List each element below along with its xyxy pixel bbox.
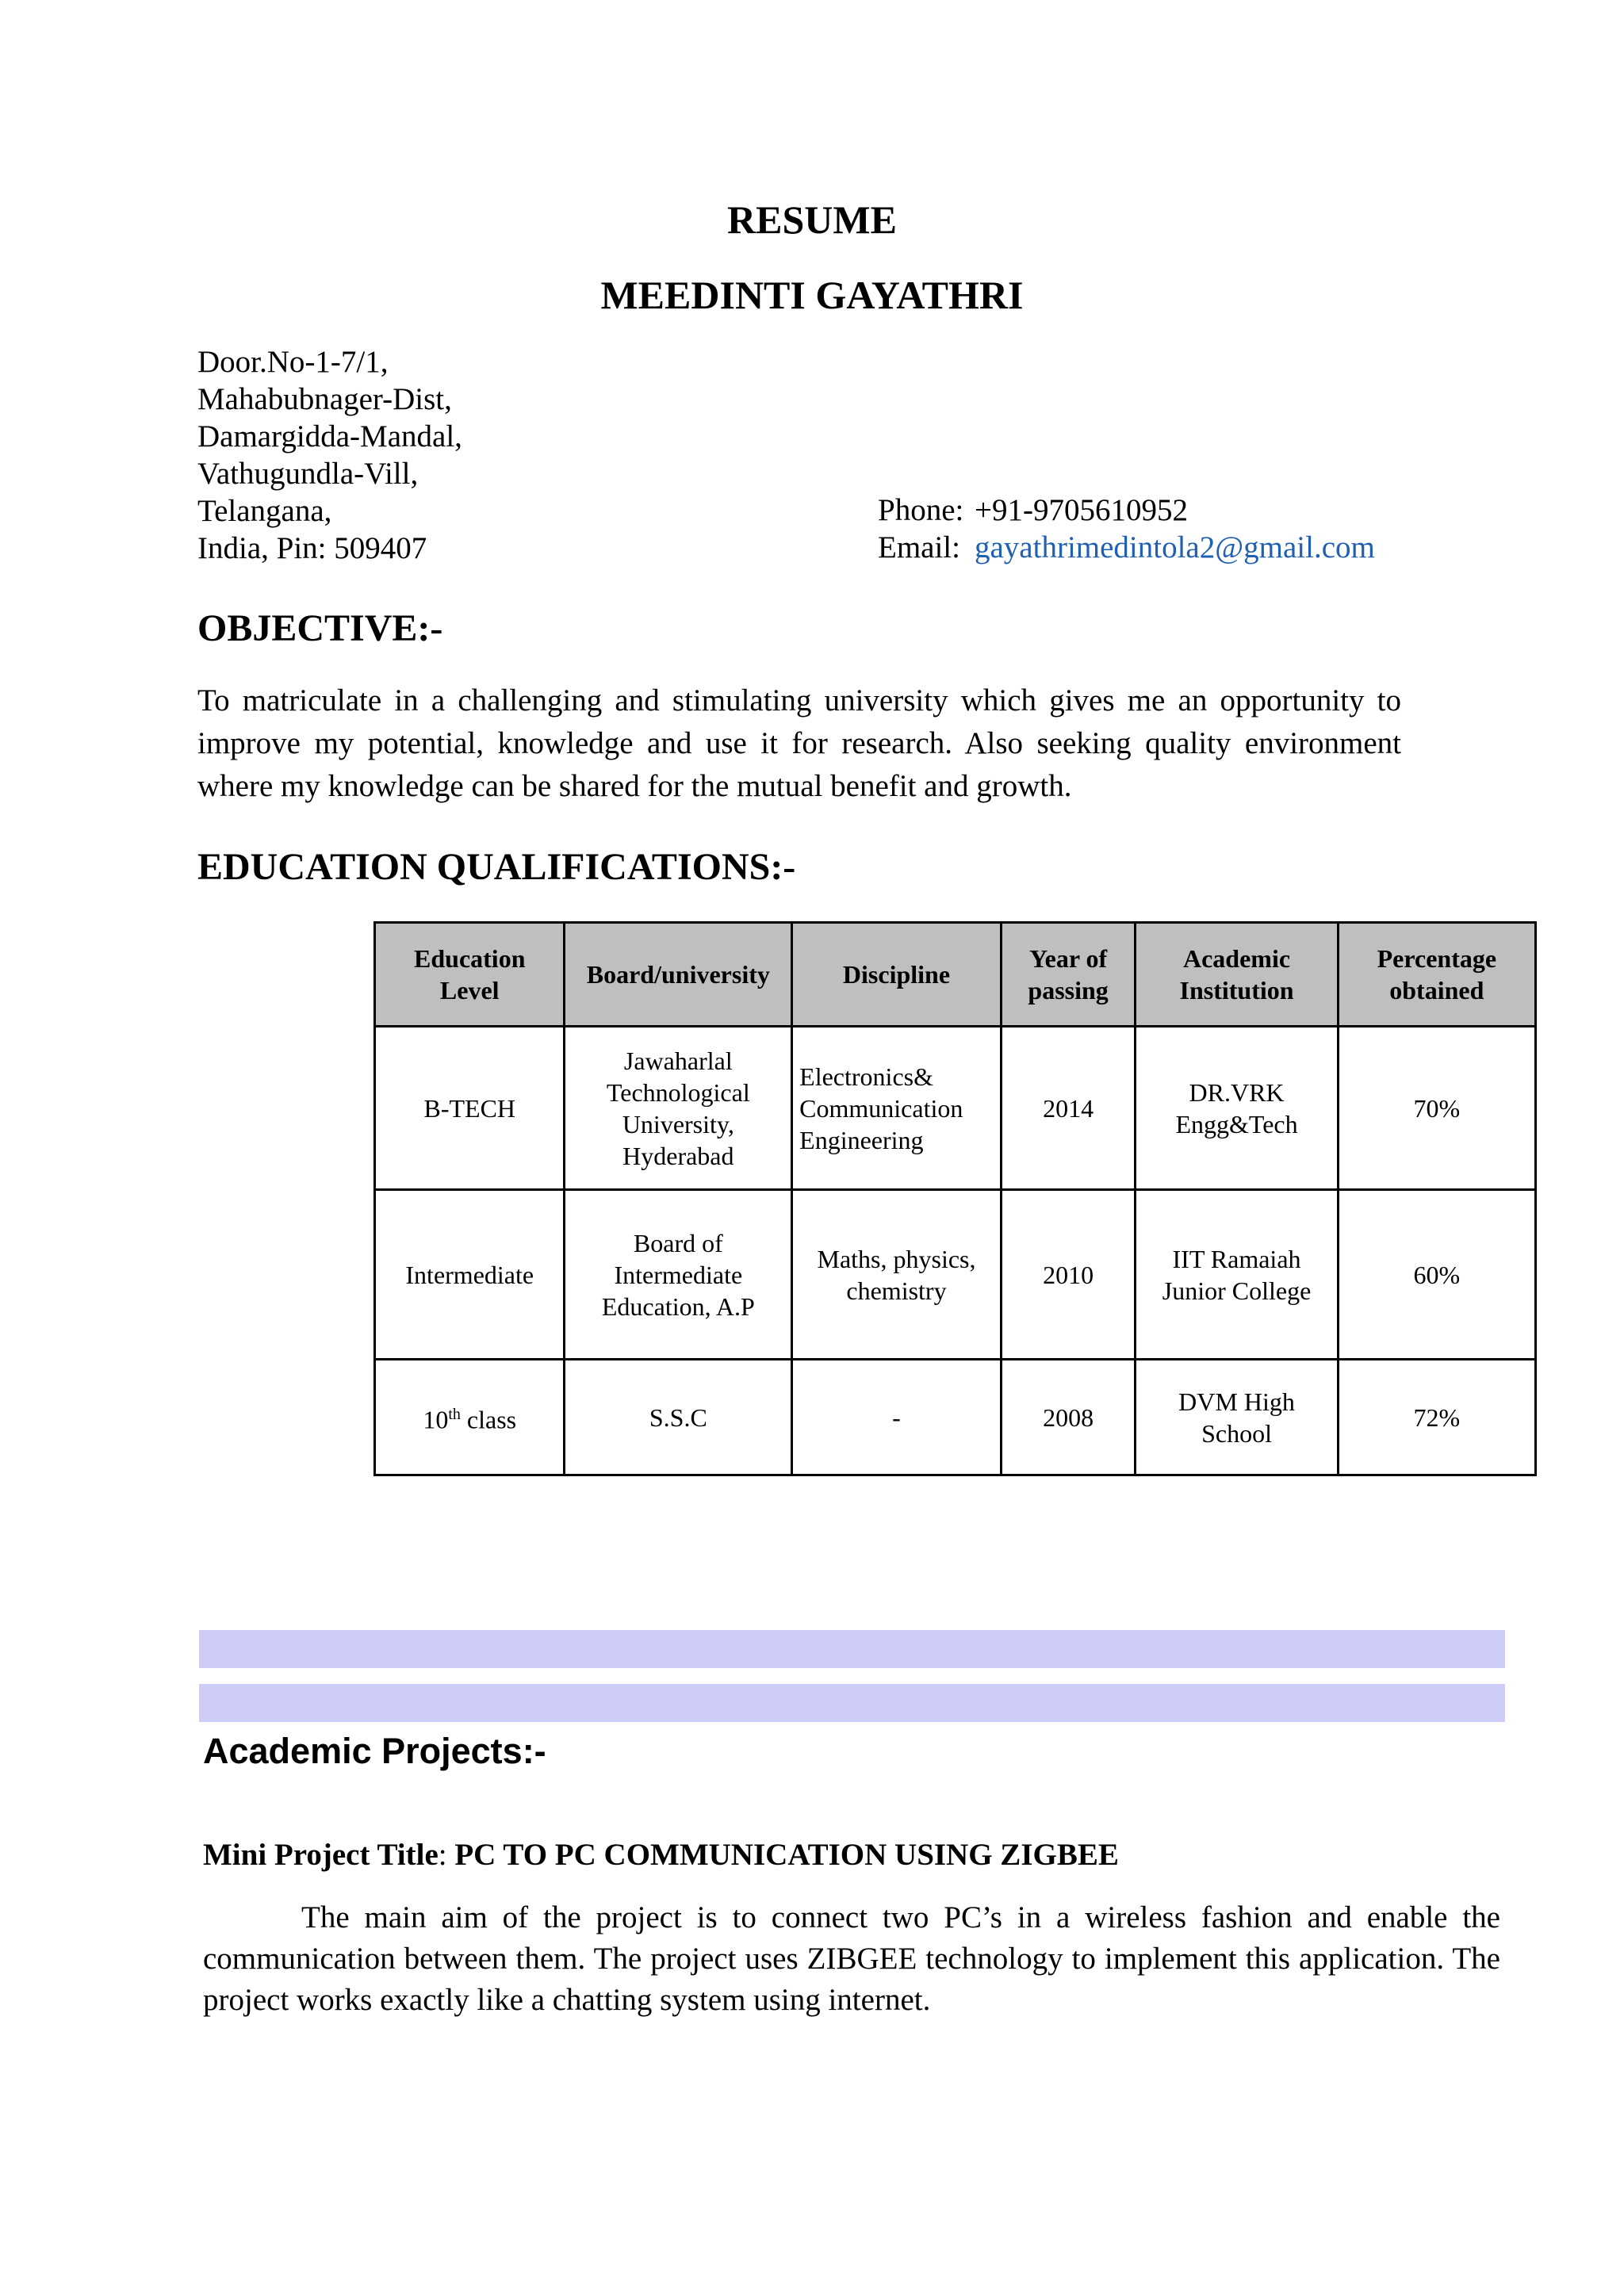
objective-heading: OBJECTIVE:-	[197, 607, 443, 649]
project-description: The main aim of the project is to connect two PC’s in a wireless fashion and enable the communication between them. The project uses ZIBGEE technology to implement this application. The project works exactly like a chatting system using internet.	[203, 1900, 1500, 2017]
document-title: RESUME	[727, 197, 897, 242]
cell-year: 2014	[1001, 1027, 1136, 1190]
address-line: India, Pin: 509407	[197, 531, 427, 565]
address-line: Mahabubnager-Dist,	[197, 382, 452, 416]
cell-institution: DVM High School	[1136, 1360, 1338, 1475]
education-table	[373, 921, 1537, 1476]
projects-heading: Academic Projects:-	[203, 1731, 546, 1771]
column-header: Academic Institution	[1136, 923, 1338, 1027]
address-line: Vathugundla-Vill,	[197, 457, 419, 491]
column-header: Education Level	[375, 923, 565, 1027]
table-row	[375, 1027, 1536, 1190]
address-line: Damargidda-Mandal,	[197, 419, 462, 453]
cell-discipline: Maths, physics, chemistry	[792, 1190, 1002, 1360]
email-label: Email:	[878, 530, 960, 564]
cell-institution: DR.VRK Engg&Tech	[1136, 1027, 1338, 1190]
cell-year: 2010	[1001, 1190, 1136, 1360]
cell-board: Board of Intermediate Education, A.P	[565, 1190, 792, 1360]
phone-number: +91-9705610952	[975, 493, 1188, 527]
cell-level	[375, 1360, 565, 1475]
table-row	[375, 1360, 1536, 1475]
address-line: Telangana,	[197, 494, 332, 528]
email-row	[878, 529, 1375, 566]
mini-project-title: PC TO PC COMMUNICATION USING ZIGBEE	[454, 1838, 1119, 1872]
cell-discipline: -	[792, 1360, 1002, 1475]
level-number: 10	[423, 1405, 449, 1434]
cell-percentage: 70%	[1338, 1027, 1535, 1190]
cell-institution: IIT Ramaiah Junior College	[1136, 1190, 1338, 1360]
mini-project-separator: :	[438, 1838, 447, 1872]
cell-year: 2008	[1001, 1360, 1136, 1475]
column-header: Board/university	[565, 923, 792, 1027]
section-divider-band	[199, 1630, 1505, 1668]
level-suffix: class	[460, 1405, 517, 1434]
mini-project-title-line	[203, 1837, 1119, 1873]
table-header-row	[375, 923, 1536, 1027]
address-line: Door.No-1-7/1,	[197, 345, 389, 379]
cell-percentage: 60%	[1338, 1190, 1535, 1360]
phone-row	[878, 492, 1375, 529]
cell-level: Intermediate	[375, 1190, 565, 1360]
cell-board: S.S.C	[565, 1360, 792, 1475]
phone-label: Phone:	[878, 493, 964, 527]
column-header: Year of passing	[1001, 923, 1136, 1027]
cell-discipline: Electronics& Communication Engineering	[792, 1027, 1002, 1190]
education-heading: EDUCATION QUALIFICATIONS:-	[197, 846, 796, 888]
column-header: Discipline	[792, 923, 1002, 1027]
objective-text: To matriculate in a challenging and stimulating university which gives me an opportunity to improve my potential, knowledge and use it for research. Also seeking quality environment where my knowledge can be shared for the mutual benefit and growth.	[197, 683, 1401, 803]
cell-level: B-TECH	[375, 1027, 565, 1190]
email-link[interactable]: gayathrimedintola2@gmail.com	[975, 530, 1375, 564]
contact-block	[878, 492, 1375, 566]
mini-project-label: Mini Project Title	[203, 1838, 439, 1872]
candidate-name: MEEDINTI GAYATHRI	[600, 273, 1024, 317]
level-ordinal: th	[448, 1406, 461, 1424]
section-divider-band	[199, 1684, 1505, 1722]
cell-percentage: 72%	[1338, 1360, 1535, 1475]
cell-board: Jawaharlal Technological University, Hyderabad	[565, 1027, 792, 1190]
address-block	[197, 343, 462, 567]
column-header: Percentage obtained	[1338, 923, 1535, 1027]
table-row	[375, 1190, 1536, 1360]
